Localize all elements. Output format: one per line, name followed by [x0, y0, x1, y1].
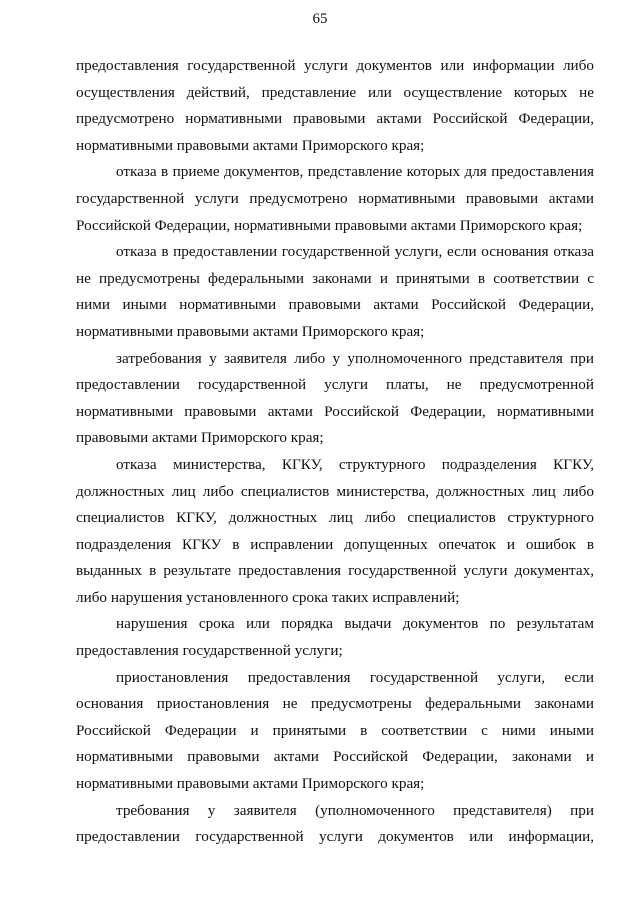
document-body	[76, 53, 594, 851]
paragraph-1: предоставления государственной услуги документов или информации либо осуществления действий, представление или осуществление которых не предусмотрено нормативными правовыми актами Российской Федерации, нормативными правовыми актами Приморского края;	[76, 57, 594, 154]
paragraph-5: отказа министерства, КГКУ, структурного подразделения КГКУ, должностных лиц либо специалистов министерства, должностных лиц либо специалистов КГКУ, должностных лиц либо специалистов структурного подразделения КГКУ в исправлении допущенных опечаток и ошибок в выданных в результате предоставления государственной услуги документах, либо нарушения установленного срока таких исправлений;	[76, 455, 594, 606]
paragraph-7: приостановления предоставления государственной услуги, если основания приостановления не предусмотрены федеральными законами Российской Федерации и принятыми в соответствии с ними иными нормативными правовыми актами Российской Федерации, законами и нормативными правовыми актами Приморского края;	[76, 668, 594, 793]
page-number: 65	[312, 11, 328, 27]
paragraph-2: отказа в приеме документов, представление которых для предоставления государственной услуги предусмотрено нормативными правовыми актами Российской Федерации, нормативными правовыми актами Приморского края;	[76, 163, 594, 234]
paragraph-6: нарушения срока или порядка выдачи документов по результатам предоставления государственной услуги;	[76, 615, 594, 660]
paragraph-3: отказа в предоставлении государственной услуги, если основания отказа не предусмотрены федеральными законами и принятыми в соответствии с ними иными нормативными правовыми актами Российской Федерации, нормативными правовыми актами Приморского края;	[76, 243, 594, 340]
paragraph-8: требования у заявителя (уполномоченного представителя) при предоставлении государственной услуги документов или информации,	[76, 801, 594, 846]
paragraph-4: затребования у заявителя либо у уполномоченного представителя при предоставлении государственной услуги платы, не предусмотренной нормативными правовыми актами Российской Федерации, нормативными правовыми актами Приморского края;	[76, 349, 594, 447]
